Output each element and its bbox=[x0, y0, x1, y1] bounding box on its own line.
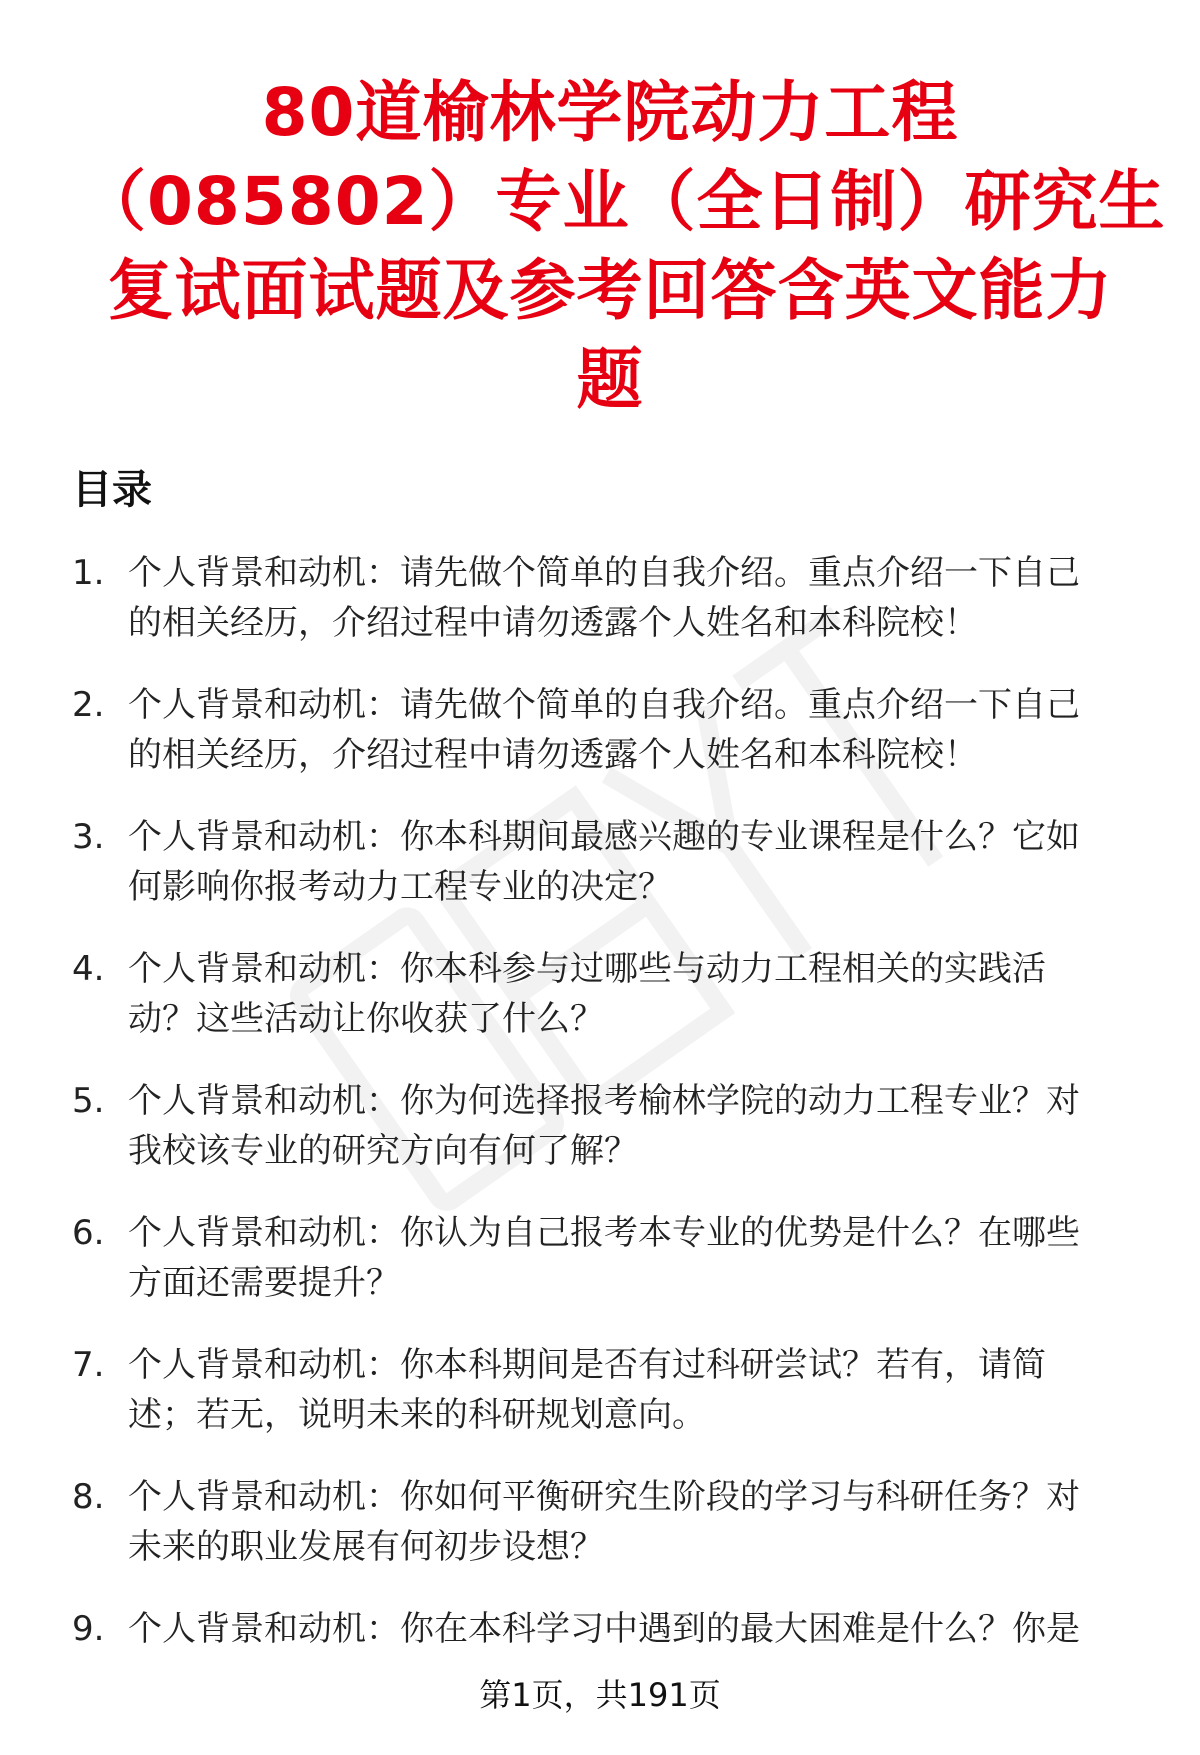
toc-item-text bbox=[128, 812, 1142, 912]
toc-item-text bbox=[128, 1472, 1142, 1572]
toc-item-number: 4. bbox=[72, 949, 105, 989]
title-line: （085802）专业（全日制）研究生 bbox=[80, 163, 1166, 240]
toc-item-line: 个人背景和动机：你认为自己报考本专业的优势是什么？在哪些 bbox=[128, 1213, 1080, 1253]
toc-item-line: 的相关经历，介绍过程中请勿透露个人姓名和本科院校！ bbox=[128, 735, 978, 775]
toc-item-text bbox=[128, 1340, 1142, 1440]
toc-item-number: 5. bbox=[72, 1081, 105, 1121]
toc-item-number: 1. bbox=[72, 553, 105, 593]
toc-item-number: 2. bbox=[72, 685, 105, 725]
toc-item[interactable] bbox=[72, 1340, 1142, 1472]
toc-item-text bbox=[128, 1604, 1142, 1654]
toc-item-text bbox=[128, 1208, 1142, 1308]
title-line: 题 bbox=[576, 341, 644, 418]
toc-item-line: 何影响你报考动力工程专业的决定？ bbox=[128, 867, 672, 907]
toc-item-line: 我校该专业的研究方向有何了解？ bbox=[128, 1131, 638, 1171]
toc-item-line: 个人背景和动机：你在本科学习中遇到的最大困难是什么？你是 bbox=[128, 1609, 1080, 1649]
toc-item-line: 个人背景和动机：请先做个简单的自我介绍。重点介绍一下自己 bbox=[128, 685, 1080, 725]
toc-item-line: 未来的职业发展有何初步设想？ bbox=[128, 1527, 604, 1567]
toc-item-number: 6. bbox=[72, 1213, 105, 1253]
toc-item-number: 3. bbox=[72, 817, 105, 857]
toc-item[interactable] bbox=[72, 548, 1142, 680]
toc-item[interactable] bbox=[72, 1076, 1142, 1208]
toc-item-text bbox=[128, 1076, 1142, 1176]
toc-item-number: 8. bbox=[72, 1477, 105, 1517]
page-footer: 第1页，共191页 bbox=[479, 1676, 721, 1714]
toc-item[interactable] bbox=[72, 944, 1142, 1076]
title-line: 复试面试题及参考回答含英文能力 bbox=[107, 252, 1113, 329]
toc-item-line: 个人背景和动机：你本科参与过哪些与动力工程相关的实践活 bbox=[128, 949, 1046, 989]
toc-item-line: 述；若无，说明未来的科研规划意向。 bbox=[128, 1395, 706, 1435]
toc-list bbox=[72, 548, 1142, 1736]
toc-item[interactable] bbox=[72, 680, 1142, 812]
title-line: 80道榆林学院动力工程 bbox=[261, 74, 959, 151]
toc-item-line: 动？这些活动让你收获了什么？ bbox=[128, 999, 604, 1039]
toc-item-line: 方面还需要提升？ bbox=[128, 1263, 400, 1303]
toc-item-line: 的相关经历，介绍过程中请勿透露个人姓名和本科院校！ bbox=[128, 603, 978, 643]
toc-item-number: 9. bbox=[72, 1609, 105, 1649]
toc-item[interactable] bbox=[72, 812, 1142, 944]
toc-item-text bbox=[128, 944, 1142, 1044]
toc-item[interactable] bbox=[72, 1208, 1142, 1340]
toc-item-text bbox=[128, 680, 1142, 780]
toc-item-line: 个人背景和动机：你如何平衡研究生阶段的学习与科研任务？对 bbox=[128, 1477, 1080, 1517]
toc-item-number: 7. bbox=[72, 1345, 105, 1385]
toc-item-line: 个人背景和动机：你为何选择报考榆林学院的动力工程专业？对 bbox=[128, 1081, 1080, 1121]
document-title bbox=[80, 68, 1166, 424]
toc-item[interactable] bbox=[72, 1472, 1142, 1604]
toc-item-line: 个人背景和动机：你本科期间是否有过科研尝试？若有，请简 bbox=[128, 1345, 1046, 1385]
toc-item-line: 个人背景和动机：请先做个简单的自我介绍。重点介绍一下自己 bbox=[128, 553, 1080, 593]
toc-heading: 目录 bbox=[72, 467, 152, 513]
toc-item-line: 个人背景和动机：你本科期间最感兴趣的专业课程是什么？它如 bbox=[128, 817, 1080, 857]
toc-item-text bbox=[128, 548, 1142, 648]
